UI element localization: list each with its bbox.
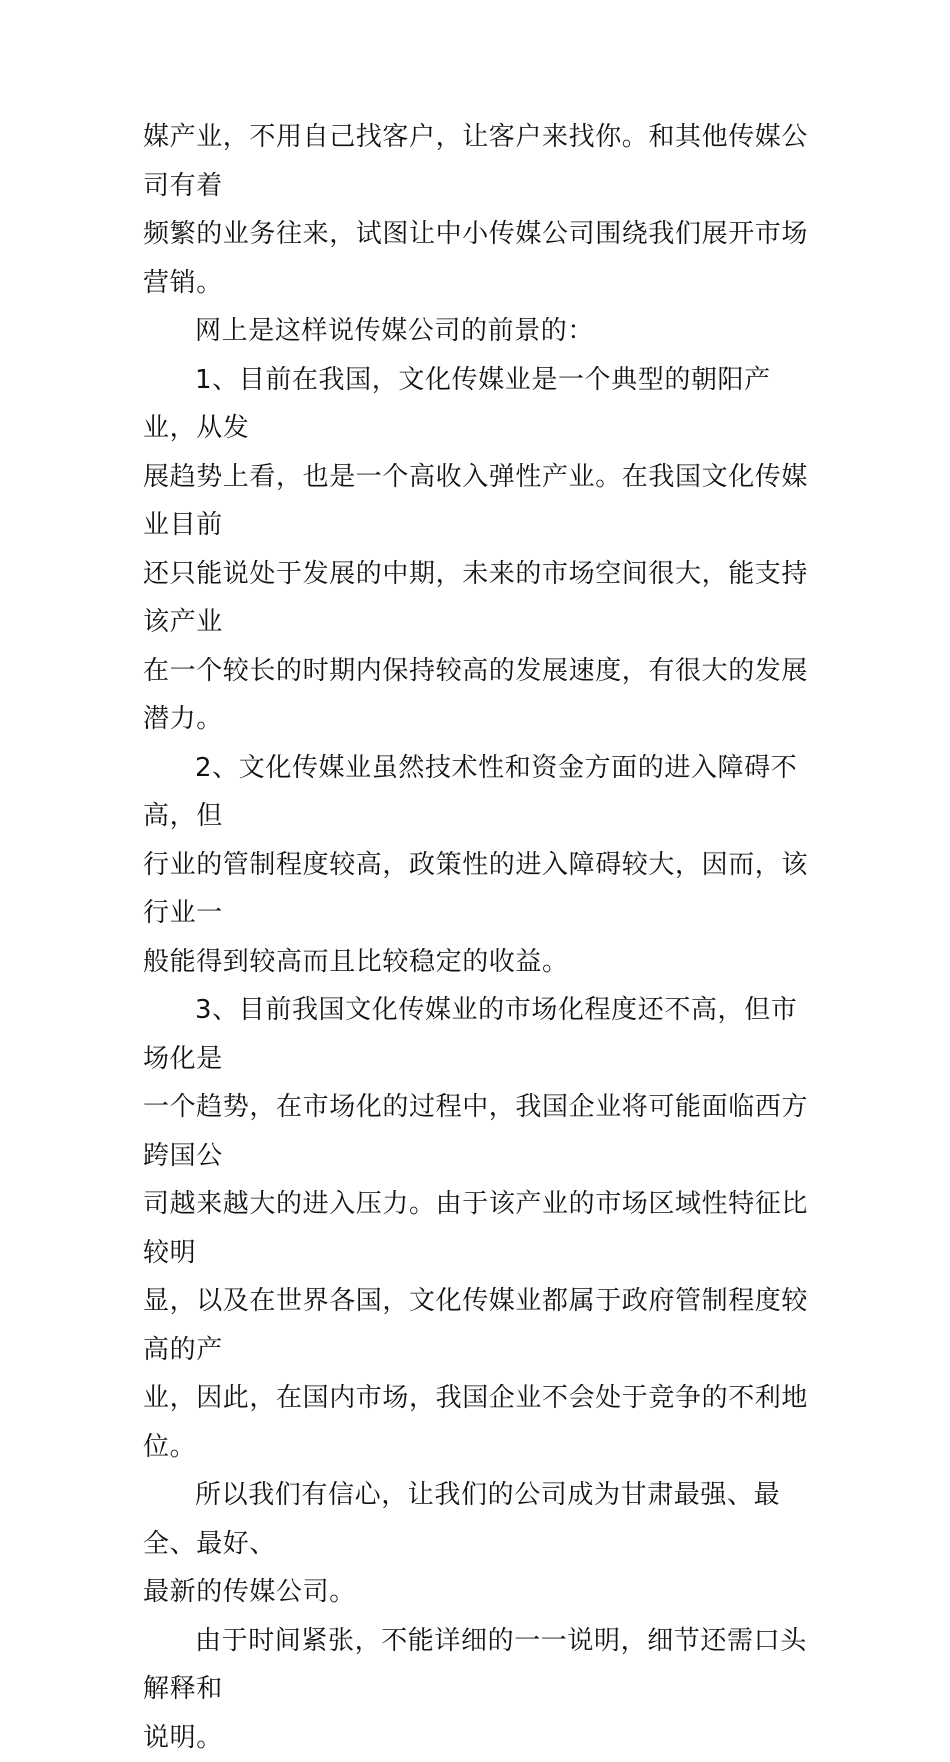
- text-line: 般能得到较高而且比较稳定的收益。: [143, 938, 823, 987]
- paragraph-intro: [143, 307, 823, 356]
- text-line: 行业的管制程度较高，政策性的进入障碍较大，因而，该行业一: [143, 841, 823, 938]
- text-line: 频繁的业务往来，试图让中小传媒公司围绕我们展开市场营销。: [143, 210, 823, 307]
- text-line: 由于时间紧张，不能详细的一一说明，细节还需口头解释和: [143, 1617, 823, 1714]
- paragraph-point-2: [143, 744, 823, 987]
- text-line: 媒产业，不用自己找客户，让客户来找你。和其他传媒公司有着: [143, 113, 823, 210]
- text-line: 显，以及在世界各国，文化传媒业都属于政府管制程度较高的产: [143, 1277, 823, 1374]
- text-line: 司越来越大的进入压力。由于该产业的市场区域性特征比较明: [143, 1180, 823, 1277]
- text-line: 展趋势上看，也是一个高收入弹性产业。在我国文化传媒业目前: [143, 453, 823, 550]
- text-line: 一个趋势，在市场化的过程中，我国企业将可能面临西方跨国公: [143, 1083, 823, 1180]
- text-line: 1、目前在我国，文化传媒业是一个典型的朝阳产业，从发: [143, 356, 823, 453]
- text-line: 业，因此，在国内市场，我国企业不会处于竞争的不利地位。: [143, 1374, 823, 1471]
- document-body: [143, 113, 823, 1762]
- text-line: 所以我们有信心，让我们的公司成为甘肃最强、最全、最好、: [143, 1471, 823, 1568]
- paragraph-point-1: [143, 356, 823, 744]
- text-line: 说明。: [143, 1714, 823, 1762]
- text-line: 3、目前我国文化传媒业的市场化程度还不高，但市场化是: [143, 986, 823, 1083]
- text-line: 网上是这样说传媒公司的前景的：: [143, 307, 823, 356]
- text-line: 在一个较长的时期内保持较高的发展速度，有很大的发展潜力。: [143, 647, 823, 744]
- text-line: 还只能说处于发展的中期，未来的市场空间很大，能支持该产业: [143, 550, 823, 647]
- paragraph-point-3: [143, 986, 823, 1471]
- text-line: 2、文化传媒业虽然技术性和资金方面的进入障碍不高，但: [143, 744, 823, 841]
- paragraph-closing: [143, 1617, 823, 1762]
- paragraph-confidence: [143, 1471, 823, 1617]
- text-line: 最新的传媒公司。: [143, 1568, 823, 1617]
- paragraph-continuation: [143, 113, 823, 307]
